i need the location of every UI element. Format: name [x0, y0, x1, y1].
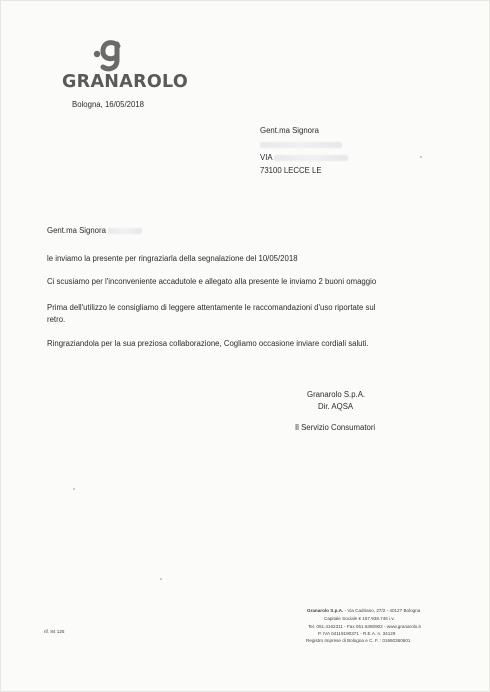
- scan-speck: [73, 488, 75, 490]
- signature-department: Dir. AQSA: [318, 402, 354, 411]
- scan-speck: [160, 578, 162, 580]
- paragraph-closing: Ringraziandola per la sua preziosa collaborazione, Cogliamo occasione inviare cordiali saluti.: [47, 339, 369, 348]
- street-prefix: VIA: [260, 153, 273, 162]
- street-redacted: [274, 155, 348, 161]
- paragraph-instructions-line2: retro.: [47, 315, 66, 324]
- signature-service: Il Servizio Consumatori: [295, 423, 376, 432]
- paragraph-instructions-line1: Prima dell'utilizzo le consigliamo di leggere attentamente le raccomandazioni d'uso riportate sul: [47, 303, 376, 312]
- greeting-text: Gent.ma Signora: [47, 226, 106, 235]
- brand-wordmark: GRANAROLO: [62, 72, 189, 92]
- recipient-city: 73100 LECCE LE: [260, 166, 322, 175]
- scan-speck: [420, 156, 422, 158]
- footer-registry: Registro Imprese di Bologna e C. F. : 01660360601: [306, 638, 411, 643]
- granarolo-g-mark-icon: [88, 38, 128, 74]
- footer-company-name: Granarolo S.p.A.: [307, 608, 344, 613]
- greeting: [47, 226, 142, 235]
- footer-ref: rif. 84 125: [44, 629, 65, 634]
- recipient-salutation: Gent.ma Signora: [260, 126, 319, 135]
- paragraph-apology: Ci scusiamo per l'inconveniente accadutole e allegato alla presente le inviamo 2 buoni omaggio: [47, 277, 377, 286]
- footer-capital: Capitale Sociale € 157.938.746 i.v.: [324, 616, 395, 621]
- paragraph-thanks: le inviamo la presente per ringraziarla della segnalazione del 10/05/2018: [47, 254, 298, 263]
- signature-company: Granarolo S.p.A.: [307, 390, 366, 399]
- footer-contacts: Tel. 051.4162311 - Fax 051.6380902 - www.granarolo.it: [308, 624, 421, 629]
- recipient-name-redacted: [260, 140, 342, 149]
- place-date: Bologna, 16/05/2018: [72, 100, 144, 109]
- greeting-name-redacted: [108, 228, 142, 234]
- footer-company-line: [307, 608, 420, 613]
- recipient-street: [260, 153, 348, 162]
- footer-address: - Via Cadriano, 27/2 - 40127 Bologna: [344, 608, 421, 613]
- granarolo-logo: [62, 38, 189, 92]
- footer-vat: P. IVA 04119190371 - R.E.A. n. 34129: [318, 631, 396, 636]
